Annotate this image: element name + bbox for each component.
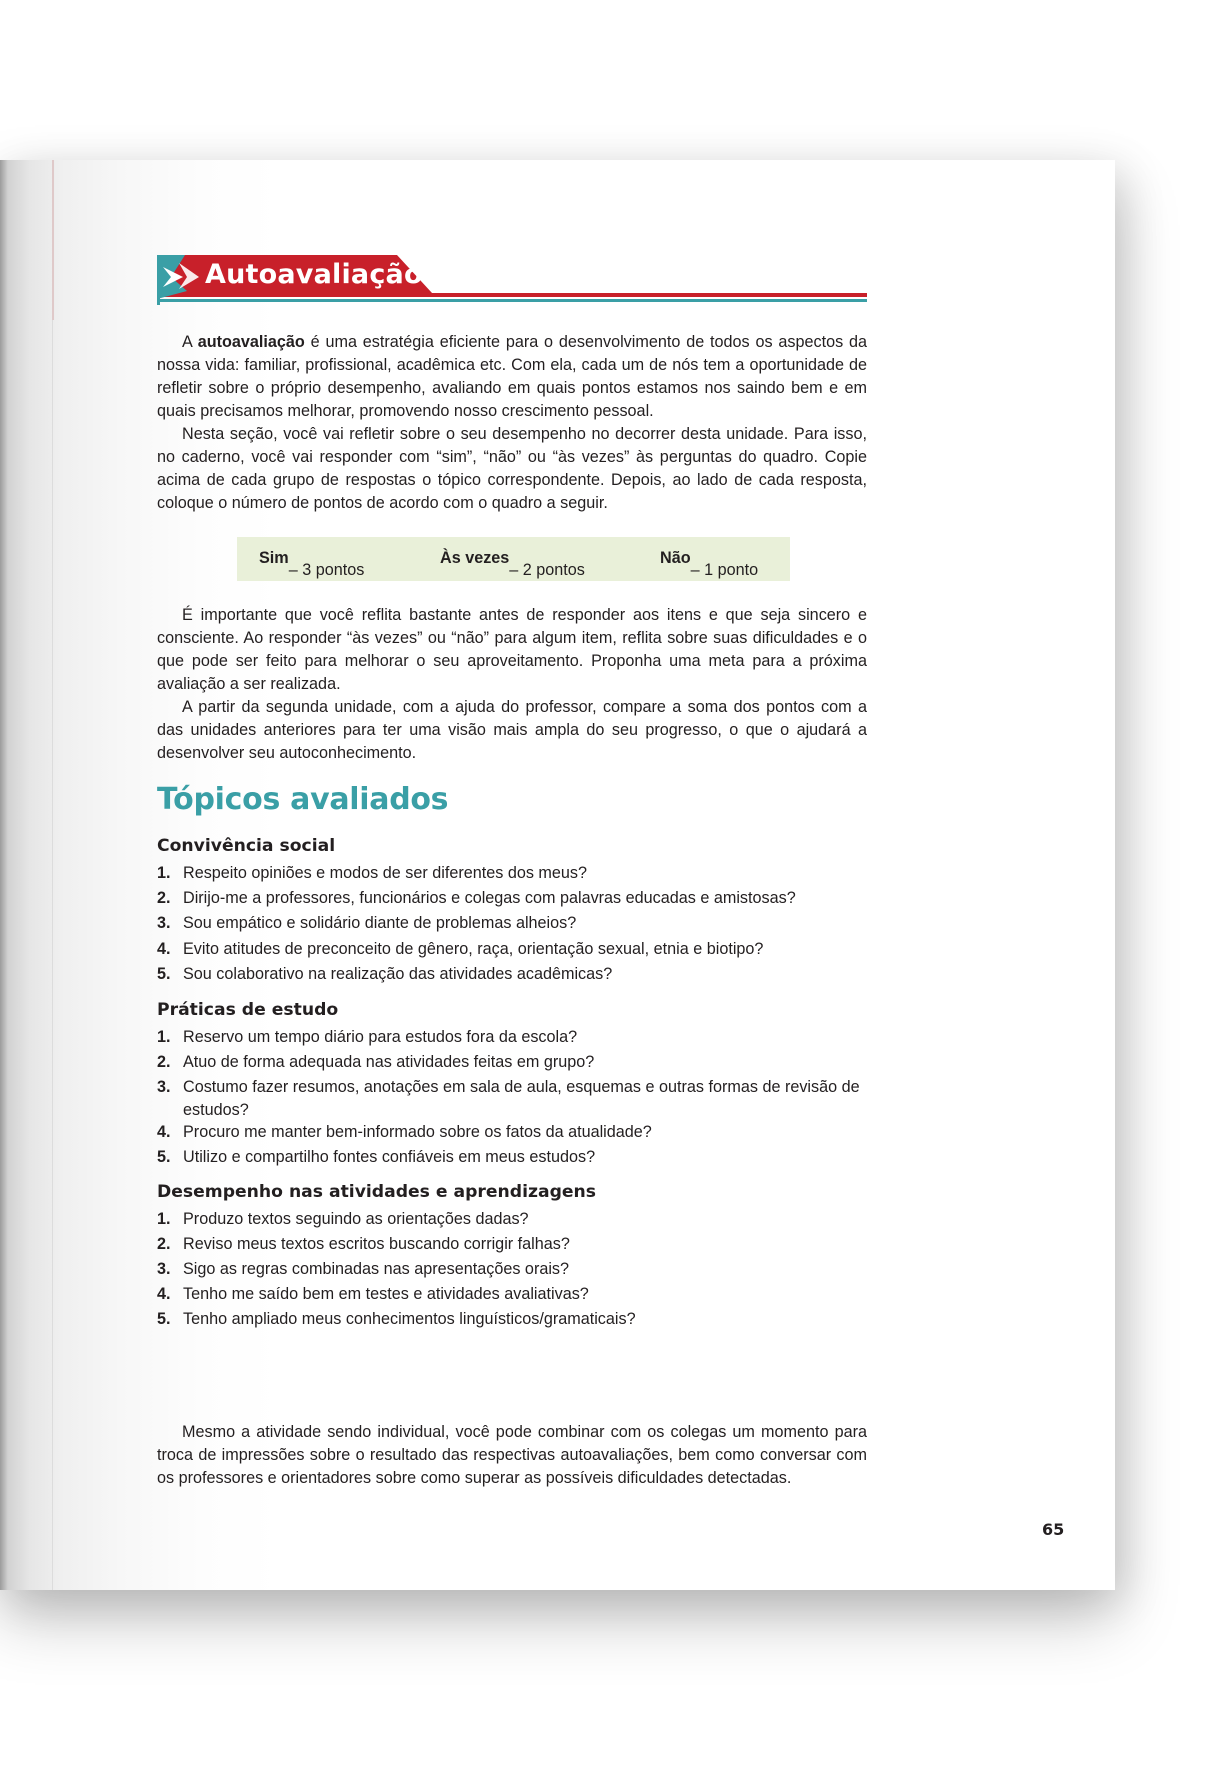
points-label: Sim — [259, 549, 289, 567]
item-question: Utilizo e compartilho fontes confiáveis em meus estudos? — [183, 1148, 596, 1166]
item-number: 1. — [157, 864, 171, 882]
instructions-paragraph-1: É importante que você reflita bastante antes de responder aos itens e que seja sincero e consciente. Ao responder “às vezes” ou “não” para algum item, reflita sobre suas dificuldades e o que pode ser feito para melhorar o seu aproveitamento. Proponha uma meta para a próxima avaliação a ser realizada. — [157, 606, 867, 693]
book-page — [0, 160, 1115, 1590]
section-heading-praticas: Práticas de estudo — [157, 1000, 339, 1020]
intro-p1-prefix: A — [182, 333, 198, 351]
points-table — [237, 537, 790, 581]
page-number: 65 — [1042, 1520, 1065, 1539]
item-number: 4. — [157, 1123, 171, 1141]
item-question: Sou empático e solidário diante de problemas alheios? — [183, 914, 577, 932]
points-label: Às vezes — [440, 549, 510, 567]
item-question: Evito atitudes de preconceito de gênero, raça, orientação sexual, etnia e biotipo? — [183, 940, 764, 958]
item-number: 3. — [157, 1078, 171, 1096]
item-number: 5. — [157, 965, 171, 983]
item-number: 1. — [157, 1210, 171, 1228]
points-value: – 3 pontos — [288, 561, 365, 579]
points-value: – 1 ponto — [690, 561, 759, 579]
item-number: 3. — [157, 1260, 171, 1278]
closing-text — [157, 1421, 867, 1490]
intro-p1-bold: autoavaliação — [197, 333, 305, 351]
topics-heading: Tópicos avaliados — [157, 782, 449, 817]
item-question: Procuro me manter bem-informado sobre os fatos da atualidade? — [183, 1123, 652, 1141]
instructions-text — [157, 604, 867, 765]
section-banner — [157, 255, 867, 307]
item-number: 2. — [157, 1235, 171, 1253]
item-question: Respeito opiniões e modos de ser diferentes dos meus? — [183, 864, 588, 882]
section-heading-desempenho: Desempenho nas atividades e aprendizagens — [157, 1182, 597, 1202]
item-number: 4. — [157, 940, 171, 958]
points-nao — [660, 549, 759, 579]
item-number: 4. — [157, 1285, 171, 1303]
item-number: 3. — [157, 914, 171, 932]
intro-p1-rest: é uma estratégia eficiente para o desenvolvimento de todos os aspectos da nossa vida: familiar, profissional, acadêmica etc. Com ela, cada um de nós tem a oportunidade de refletir sobre o próprio desempenho, avaliando em quais pontos estamos nos saindo bem e em quais precisamos melhorar, promovendo nosso crescimento pessoal. — [157, 333, 867, 420]
item-question: Atuo de forma adequada nas atividades feitas em grupo? — [183, 1053, 595, 1071]
item-number: 2. — [157, 1053, 171, 1071]
item-number: 1. — [157, 1028, 171, 1046]
intro-text — [157, 331, 867, 515]
item-question: Produzo textos seguindo as orientações dadas? — [183, 1210, 529, 1228]
intro-paragraph-2: Nesta seção, você vai refletir sobre o seu desempenho no decorrer desta unidade. Para isso, no caderno, você vai responder com “sim”, “não” ou “às vezes” às perguntas do quadro. Copie acima de cada grupo de respostas o tópico correspondente. Depois, ao lado de cada resposta, coloque o número de pontos de acordo com o quadro a seguir. — [157, 425, 867, 512]
item-number: 2. — [157, 889, 171, 907]
intro-paragraph-1 — [157, 331, 867, 423]
section-title: Autoavaliação — [205, 259, 423, 290]
points-as-vezes — [440, 549, 585, 579]
item-question: Tenho me saído bem em testes e atividades avaliativas? — [183, 1285, 589, 1303]
item-number: 5. — [157, 1310, 171, 1328]
item-question: Reviso meus textos escritos buscando corrigir falhas? — [183, 1235, 570, 1253]
spine-fold-line — [52, 320, 53, 1590]
section-heading-convivencia: Convivência social — [157, 836, 336, 856]
item-question: Costumo fazer resumos, anotações em sala de aula, esquemas e outras formas de revisão de estudos? — [183, 1078, 860, 1119]
item-question: Tenho ampliado meus conhecimentos linguísticos/gramaticais? — [183, 1310, 636, 1328]
spine-edge-line — [52, 160, 54, 320]
item-question: Reservo um tempo diário para estudos fora da escola? — [183, 1028, 578, 1046]
instructions-paragraph-2: A partir da segunda unidade, com a ajuda do professor, compare a soma dos pontos com a das unidades anteriores para ter uma visão mais ampla do seu progresso, o que o ajudará a desenvolver seu autoconhecimento. — [157, 698, 867, 762]
points-label: Não — [660, 549, 691, 567]
closing-paragraph: Mesmo a atividade sendo individual, você pode combinar com os colegas um momento para troca de impressões sobre o resultado das respectivas autoavaliações, bem como conversar com os professores e orientadores sobre como superar as possíveis dificuldades detectadas. — [157, 1423, 867, 1487]
points-value: – 2 pontos — [509, 561, 585, 579]
item-question: Dirijo-me a professores, funcionários e colegas com palavras educadas e amistosas? — [183, 889, 796, 907]
item-question: Sigo as regras combinadas nas apresentações orais? — [183, 1260, 570, 1278]
item-number: 5. — [157, 1148, 171, 1166]
points-sim — [259, 549, 365, 579]
item-question: Sou colaborativo na realização das atividades acadêmicas? — [183, 965, 613, 983]
